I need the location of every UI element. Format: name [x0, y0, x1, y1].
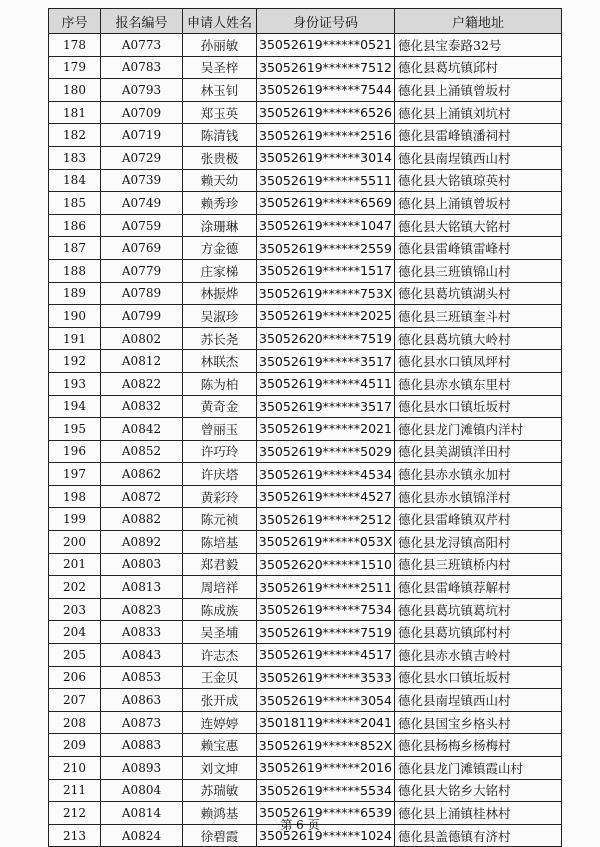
cell-id-number: 35018119******2041	[257, 711, 395, 734]
cell-registration-no: A0719	[101, 124, 183, 147]
table-row	[49, 169, 562, 192]
cell-household-address: 德化县南埕镇西山村	[395, 146, 562, 169]
cell-household-address: 德化县葛坑镇湖头村	[395, 282, 562, 305]
cell-serial: 185	[49, 192, 101, 215]
cell-registration-no: A0892	[101, 531, 183, 554]
cell-id-number: 35052619******7534	[257, 598, 395, 621]
table-row	[49, 644, 562, 667]
header-serial: 序号	[49, 9, 101, 34]
cell-serial: 195	[49, 418, 101, 441]
cell-applicant-name: 刘文坤	[183, 757, 257, 780]
cell-household-address: 德化县赤水镇吉岭村	[395, 644, 562, 667]
cell-id-number: 35052619******7512	[257, 56, 395, 79]
applicant-table	[48, 8, 562, 847]
table-row	[49, 621, 562, 644]
cell-id-number: 35052619******3533	[257, 666, 395, 689]
cell-serial: 196	[49, 440, 101, 463]
cell-id-number: 35052619******3054	[257, 689, 395, 712]
cell-household-address: 德化县龙浔镇高阳村	[395, 531, 562, 554]
cell-id-number: 35052619******3014	[257, 146, 395, 169]
table-row	[49, 282, 562, 305]
cell-applicant-name: 陈元祯	[183, 508, 257, 531]
cell-id-number: 35052620******1510	[257, 553, 395, 576]
cell-household-address: 德化县宝泰路32号	[395, 34, 562, 57]
cell-applicant-name: 林联杰	[183, 350, 257, 373]
cell-serial: 212	[49, 802, 101, 825]
table-row	[49, 440, 562, 463]
cell-serial: 193	[49, 372, 101, 395]
cell-applicant-name: 赖鸿基	[183, 802, 257, 825]
cell-serial: 204	[49, 621, 101, 644]
cell-registration-no: A0739	[101, 169, 183, 192]
cell-id-number: 35052619******1024	[257, 824, 395, 847]
cell-id-number: 35052619******1517	[257, 259, 395, 282]
cell-id-number: 35052619******5029	[257, 440, 395, 463]
table-row	[49, 463, 562, 486]
table-row	[49, 372, 562, 395]
cell-registration-no: A0793	[101, 79, 183, 102]
cell-serial: 210	[49, 757, 101, 780]
cell-id-number: 35052619******2021	[257, 418, 395, 441]
table-row	[49, 711, 562, 734]
table-row	[49, 734, 562, 757]
header-id-number: 身份证号码	[257, 9, 395, 34]
cell-id-number: 35052619******4517	[257, 644, 395, 667]
cell-serial: 194	[49, 395, 101, 418]
cell-registration-no: A0709	[101, 101, 183, 124]
cell-applicant-name: 吴圣梓	[183, 56, 257, 79]
table-row	[49, 192, 562, 215]
cell-household-address: 德化县三班镇桥内村	[395, 553, 562, 576]
cell-registration-no: A0759	[101, 214, 183, 237]
cell-registration-no: A0842	[101, 418, 183, 441]
cell-registration-no: A0862	[101, 463, 183, 486]
cell-applicant-name: 苏瑞敏	[183, 779, 257, 802]
cell-applicant-name: 涂珊琳	[183, 214, 257, 237]
table-row	[49, 757, 562, 780]
cell-id-number: 35052619******2511	[257, 576, 395, 599]
cell-serial: 184	[49, 169, 101, 192]
table-row	[49, 56, 562, 79]
cell-serial: 187	[49, 237, 101, 260]
table-row	[49, 598, 562, 621]
cell-id-number: 35052619******7544	[257, 79, 395, 102]
cell-household-address: 德化县美湖镇洋田村	[395, 440, 562, 463]
cell-applicant-name: 黄奇金	[183, 395, 257, 418]
cell-serial: 179	[49, 56, 101, 79]
cell-registration-no: A0804	[101, 779, 183, 802]
cell-applicant-name: 吴淑珍	[183, 305, 257, 328]
cell-applicant-name: 许巧玲	[183, 440, 257, 463]
cell-serial: 208	[49, 711, 101, 734]
cell-applicant-name: 陈成族	[183, 598, 257, 621]
table-row	[49, 689, 562, 712]
cell-serial: 213	[49, 824, 101, 847]
cell-applicant-name: 连婷婷	[183, 711, 257, 734]
cell-registration-no: A0893	[101, 757, 183, 780]
header-registration-no: 报名编号	[101, 9, 183, 34]
cell-registration-no: A0749	[101, 192, 183, 215]
cell-applicant-name: 王金贝	[183, 666, 257, 689]
table-body	[49, 34, 562, 847]
cell-id-number: 35052619******6526	[257, 101, 395, 124]
cell-household-address: 德化县赤水镇锦洋村	[395, 485, 562, 508]
cell-applicant-name: 周培祥	[183, 576, 257, 599]
cell-registration-no: A0833	[101, 621, 183, 644]
cell-household-address: 德化县葛坑镇葛坑村	[395, 598, 562, 621]
applicant-table-container	[48, 8, 561, 847]
cell-household-address: 德化县赤水镇永加村	[395, 463, 562, 486]
cell-household-address: 德化县国宝乡格头村	[395, 711, 562, 734]
cell-applicant-name: 许志杰	[183, 644, 257, 667]
cell-registration-no: A0799	[101, 305, 183, 328]
table-row	[49, 576, 562, 599]
cell-household-address: 德化县三班镇奎斗村	[395, 305, 562, 328]
cell-registration-no: A0863	[101, 689, 183, 712]
table-row	[49, 214, 562, 237]
cell-serial: 180	[49, 79, 101, 102]
cell-applicant-name: 郑君毅	[183, 553, 257, 576]
cell-applicant-name: 曾丽玉	[183, 418, 257, 441]
cell-registration-no: A0883	[101, 734, 183, 757]
cell-applicant-name: 林振烨	[183, 282, 257, 305]
cell-id-number: 35052619******3517	[257, 395, 395, 418]
cell-applicant-name: 陈培基	[183, 531, 257, 554]
cell-registration-no: A0769	[101, 237, 183, 260]
cell-applicant-name: 赖宝惠	[183, 734, 257, 757]
cell-registration-no: A0789	[101, 282, 183, 305]
cell-household-address: 德化县水口镇坵坂村	[395, 395, 562, 418]
cell-serial: 188	[49, 259, 101, 282]
cell-serial: 198	[49, 485, 101, 508]
cell-registration-no: A0779	[101, 259, 183, 282]
cell-household-address: 德化县大铭镇大铭村	[395, 214, 562, 237]
cell-id-number: 35052619******4511	[257, 372, 395, 395]
cell-registration-no: A0729	[101, 146, 183, 169]
cell-household-address: 德化县上涌镇曾坂村	[395, 79, 562, 102]
table-row	[49, 101, 562, 124]
cell-household-address: 德化县雷峰镇荐解村	[395, 576, 562, 599]
table-row	[49, 79, 562, 102]
table-row	[49, 553, 562, 576]
header-household-address: 户籍地址	[395, 9, 562, 34]
cell-registration-no: A0852	[101, 440, 183, 463]
cell-id-number: 35052619******0521	[257, 34, 395, 57]
cell-serial: 211	[49, 779, 101, 802]
table-row	[49, 779, 562, 802]
cell-id-number: 35052619******2512	[257, 508, 395, 531]
cell-serial: 207	[49, 689, 101, 712]
cell-serial: 191	[49, 327, 101, 350]
cell-id-number: 35052619******753X	[257, 282, 395, 305]
cell-registration-no: A0814	[101, 802, 183, 825]
cell-serial: 189	[49, 282, 101, 305]
cell-registration-no: A0853	[101, 666, 183, 689]
cell-household-address: 德化县上涌镇桂林村	[395, 802, 562, 825]
cell-serial: 200	[49, 531, 101, 554]
cell-serial: 197	[49, 463, 101, 486]
table-row	[49, 508, 562, 531]
cell-applicant-name: 张贵极	[183, 146, 257, 169]
cell-registration-no: A0773	[101, 34, 183, 57]
cell-applicant-name: 庄家梯	[183, 259, 257, 282]
table-row	[49, 418, 562, 441]
cell-applicant-name: 孙丽敏	[183, 34, 257, 57]
cell-household-address: 德化县南埕镇西山村	[395, 689, 562, 712]
cell-id-number: 35052619******5534	[257, 779, 395, 802]
table-row	[49, 531, 562, 554]
cell-household-address: 德化县上涌镇刘坑村	[395, 101, 562, 124]
cell-household-address: 德化县水口镇坵坂村	[395, 666, 562, 689]
cell-household-address: 德化县雷峰镇雷峰村	[395, 237, 562, 260]
cell-serial: 192	[49, 350, 101, 373]
header-row	[49, 9, 562, 34]
cell-registration-no: A0873	[101, 711, 183, 734]
cell-serial: 209	[49, 734, 101, 757]
cell-id-number: 35052619******4527	[257, 485, 395, 508]
cell-id-number: 35052619******6539	[257, 802, 395, 825]
cell-id-number: 35052619******7519	[257, 621, 395, 644]
cell-id-number: 35052619******2016	[257, 757, 395, 780]
cell-applicant-name: 吴圣埔	[183, 621, 257, 644]
cell-serial: 190	[49, 305, 101, 328]
table-row	[49, 146, 562, 169]
cell-serial: 181	[49, 101, 101, 124]
cell-applicant-name: 郑玉英	[183, 101, 257, 124]
table-row	[49, 485, 562, 508]
cell-id-number: 35052620******7519	[257, 327, 395, 350]
cell-serial: 205	[49, 644, 101, 667]
cell-id-number: 35052619******5511	[257, 169, 395, 192]
cell-household-address: 德化县三班镇锦山村	[395, 259, 562, 282]
cell-applicant-name: 黄彩玲	[183, 485, 257, 508]
cell-registration-no: A0843	[101, 644, 183, 667]
page-number: 第 6 页	[280, 818, 320, 832]
cell-registration-no: A0823	[101, 598, 183, 621]
cell-id-number: 35052619******4534	[257, 463, 395, 486]
cell-household-address: 德化县大铭镇琼英村	[395, 169, 562, 192]
table-row	[49, 395, 562, 418]
cell-registration-no: A0872	[101, 485, 183, 508]
table-row	[49, 305, 562, 328]
table-row	[49, 666, 562, 689]
cell-registration-no: A0882	[101, 508, 183, 531]
cell-id-number: 35052619******2559	[257, 237, 395, 260]
cell-registration-no: A0822	[101, 372, 183, 395]
cell-registration-no: A0824	[101, 824, 183, 847]
cell-applicant-name: 陈清钱	[183, 124, 257, 147]
cell-serial: 199	[49, 508, 101, 531]
cell-household-address: 德化县葛坑镇大岭村	[395, 327, 562, 350]
table-header	[49, 9, 562, 34]
cell-serial: 206	[49, 666, 101, 689]
cell-household-address: 德化县龙门滩镇内洋村	[395, 418, 562, 441]
cell-household-address: 德化县盖德镇有济村	[395, 824, 562, 847]
cell-id-number: 35052619******1047	[257, 214, 395, 237]
cell-applicant-name: 林玉钊	[183, 79, 257, 102]
table-row	[49, 237, 562, 260]
table-row	[49, 259, 562, 282]
cell-serial: 203	[49, 598, 101, 621]
cell-applicant-name: 方金德	[183, 237, 257, 260]
table-row	[49, 350, 562, 373]
cell-applicant-name: 张开成	[183, 689, 257, 712]
cell-applicant-name: 徐碧霞	[183, 824, 257, 847]
header-applicant-name: 申请人姓名	[183, 9, 257, 34]
cell-id-number: 35052619******3517	[257, 350, 395, 373]
cell-serial: 201	[49, 553, 101, 576]
cell-registration-no: A0812	[101, 350, 183, 373]
cell-id-number: 35052619******2025	[257, 305, 395, 328]
cell-applicant-name: 赖秀珍	[183, 192, 257, 215]
cell-household-address: 德化县杨梅乡杨梅村	[395, 734, 562, 757]
cell-applicant-name: 许庆塔	[183, 463, 257, 486]
cell-serial: 202	[49, 576, 101, 599]
cell-applicant-name: 苏长尧	[183, 327, 257, 350]
cell-registration-no: A0832	[101, 395, 183, 418]
cell-registration-no: A0783	[101, 56, 183, 79]
cell-household-address: 德化县葛坑镇邱村	[395, 56, 562, 79]
cell-household-address: 德化县赤水镇东里村	[395, 372, 562, 395]
cell-serial: 186	[49, 214, 101, 237]
cell-household-address: 德化县水口镇凤坪村	[395, 350, 562, 373]
cell-household-address: 德化县大铭乡大铭村	[395, 779, 562, 802]
cell-id-number: 35052619******2516	[257, 124, 395, 147]
table-row	[49, 124, 562, 147]
cell-applicant-name: 赖天幼	[183, 169, 257, 192]
cell-household-address: 德化县上涌镇曾坂村	[395, 192, 562, 215]
table-row	[49, 34, 562, 57]
cell-serial: 178	[49, 34, 101, 57]
cell-id-number: 35052619******6569	[257, 192, 395, 215]
cell-household-address: 德化县雷峰镇潘祠村	[395, 124, 562, 147]
cell-household-address: 德化县龙门滩镇霞山村	[395, 757, 562, 780]
cell-applicant-name: 陈为柏	[183, 372, 257, 395]
cell-serial: 182	[49, 124, 101, 147]
cell-serial: 183	[49, 146, 101, 169]
cell-registration-no: A0803	[101, 553, 183, 576]
table-row	[49, 327, 562, 350]
cell-registration-no: A0813	[101, 576, 183, 599]
cell-household-address: 德化县雷峰镇双芹村	[395, 508, 562, 531]
cell-household-address: 德化县葛坑镇邱村村	[395, 621, 562, 644]
cell-id-number: 35052619******053X	[257, 531, 395, 554]
cell-registration-no: A0802	[101, 327, 183, 350]
cell-id-number: 35052619******852X	[257, 734, 395, 757]
